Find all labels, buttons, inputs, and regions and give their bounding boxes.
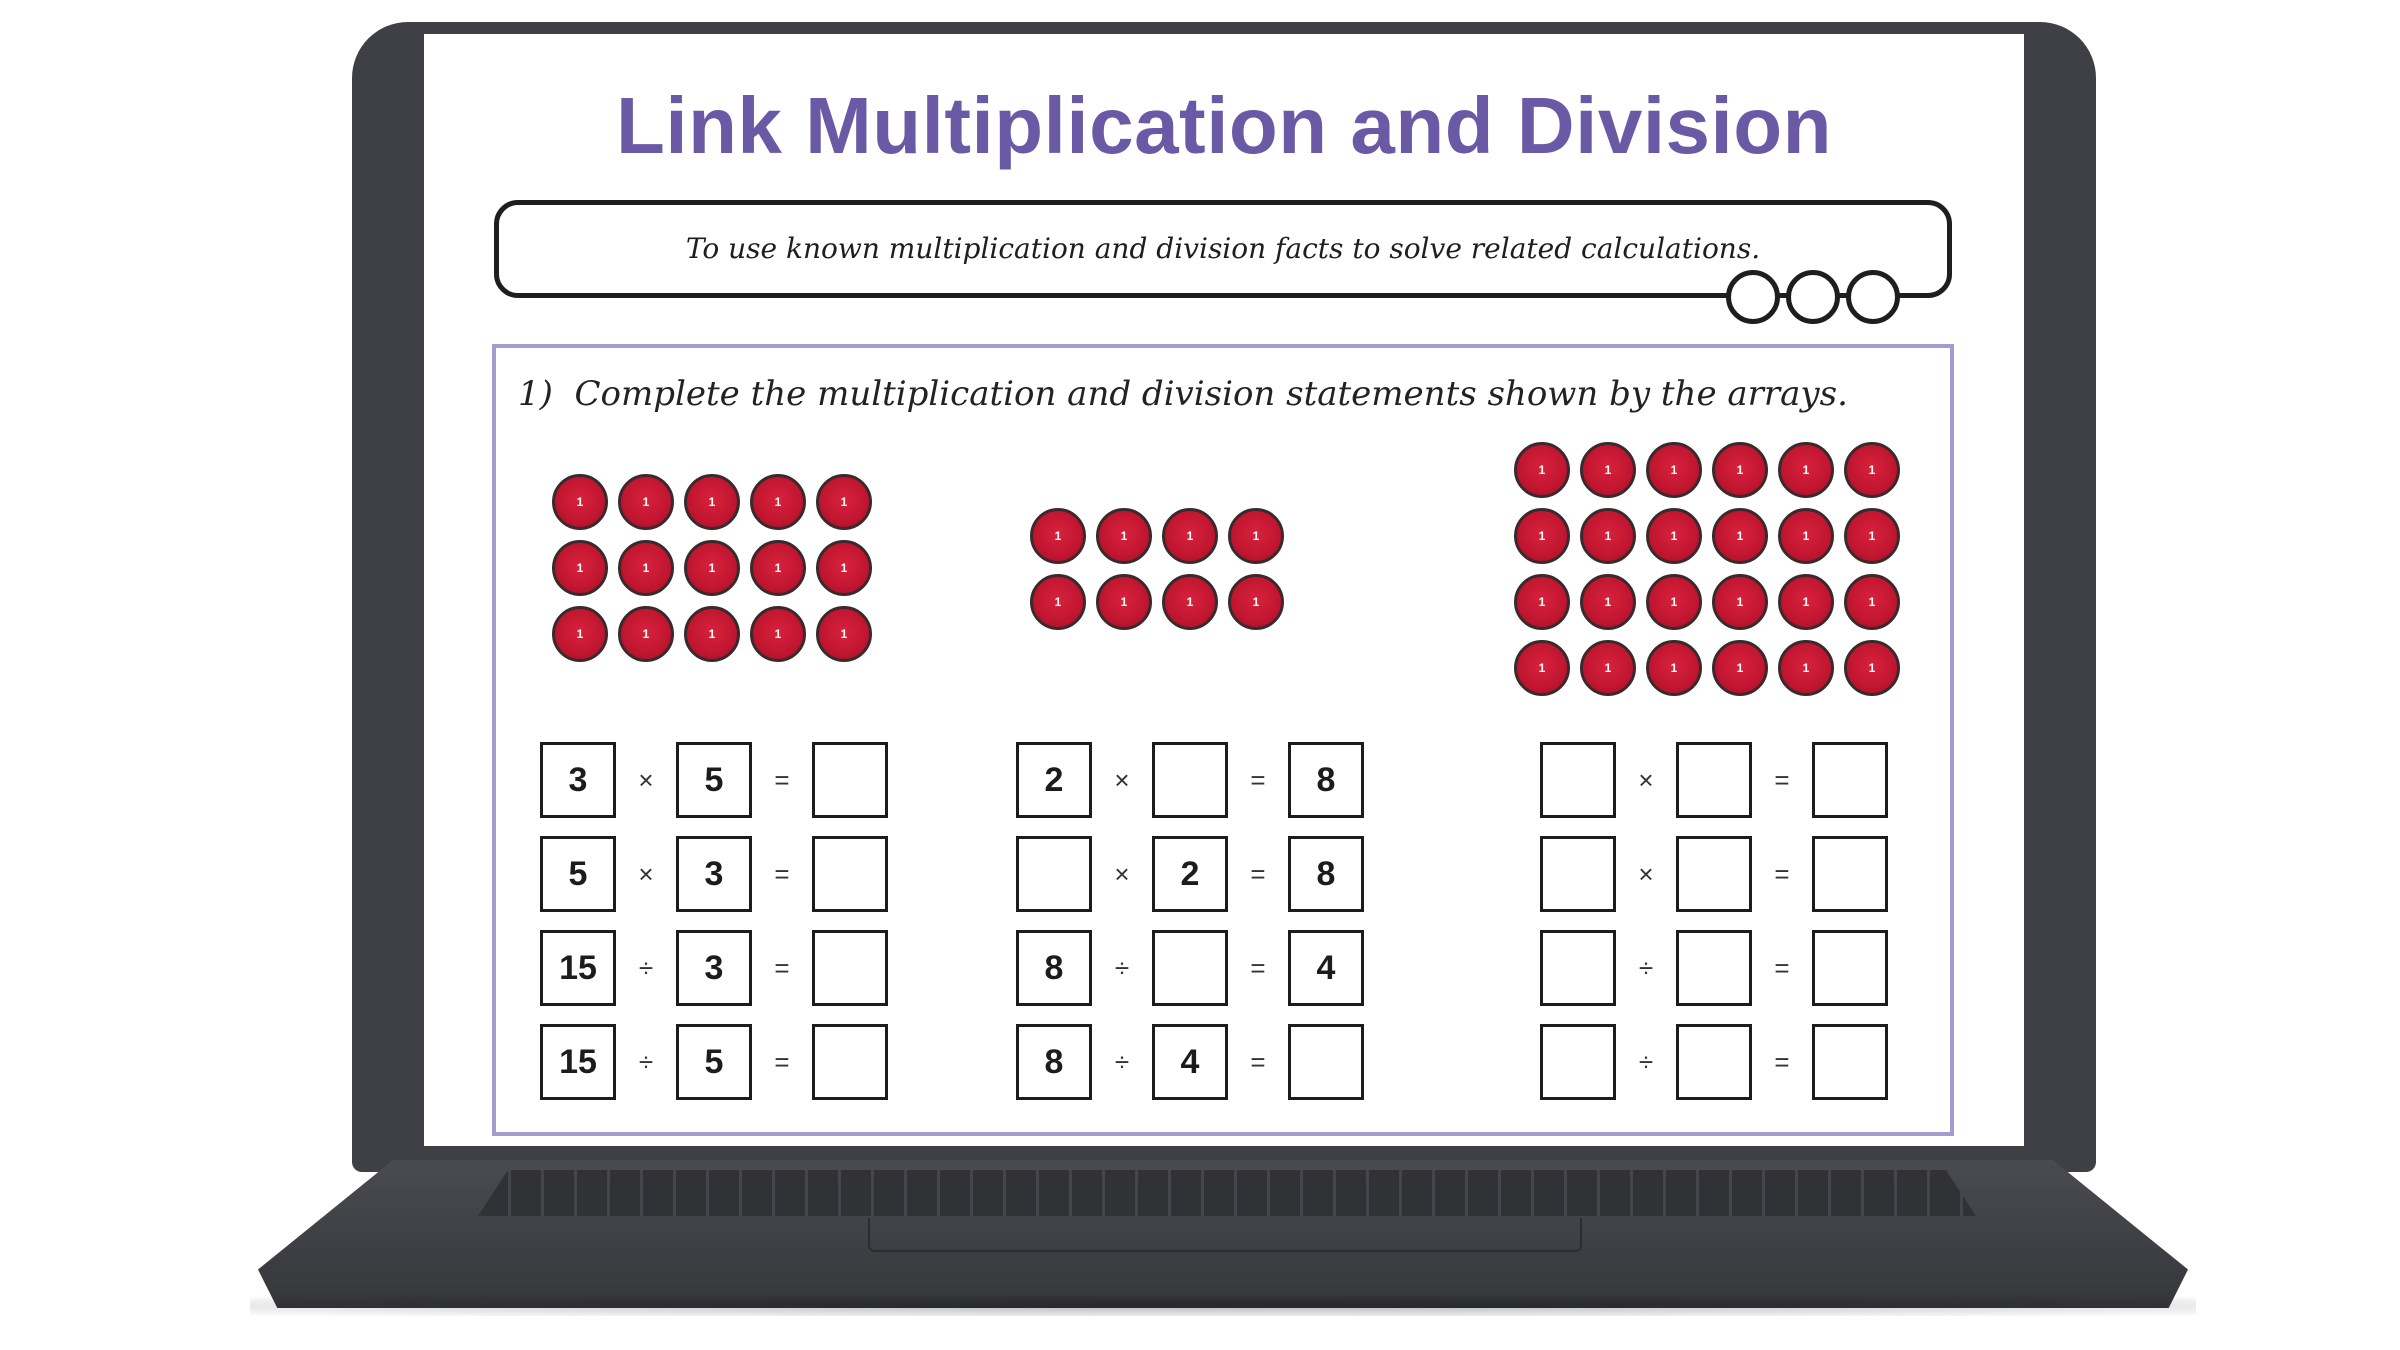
answer-box[interactable] bbox=[1812, 836, 1888, 912]
counter-icon: 1 bbox=[1580, 574, 1636, 630]
counter-icon: 1 bbox=[1646, 442, 1702, 498]
counter-icon: 1 bbox=[618, 474, 674, 530]
equals-sign: = bbox=[774, 858, 790, 889]
counter-icon: 1 bbox=[1096, 508, 1152, 564]
answer-box[interactable] bbox=[812, 1024, 888, 1100]
answer-box[interactable]: 2 bbox=[1016, 742, 1092, 818]
equals-sign: = bbox=[1774, 764, 1790, 795]
laptop-keyboard bbox=[478, 1170, 1976, 1216]
counter-icon: 1 bbox=[552, 606, 608, 662]
answer-box[interactable] bbox=[1540, 930, 1616, 1006]
answer-box[interactable] bbox=[1812, 742, 1888, 818]
answer-box[interactable]: 15 bbox=[540, 930, 616, 1006]
fact-row bbox=[540, 836, 888, 912]
answer-box[interactable] bbox=[1540, 742, 1616, 818]
answer-box[interactable]: 15 bbox=[540, 1024, 616, 1100]
counter-icon: 1 bbox=[816, 606, 872, 662]
answer-box[interactable]: 5 bbox=[676, 742, 752, 818]
counter-icon: 1 bbox=[1646, 574, 1702, 630]
laptop-screen bbox=[424, 34, 2024, 1146]
worksheet-title: Link Multiplication and Division bbox=[615, 81, 1833, 170]
counter-icon: 1 bbox=[1162, 574, 1218, 630]
answer-box[interactable]: 4 bbox=[1288, 930, 1364, 1006]
answer-box[interactable] bbox=[812, 930, 888, 1006]
counter-icon: 1 bbox=[1580, 442, 1636, 498]
fact-row bbox=[1016, 1024, 1364, 1100]
answer-box[interactable] bbox=[1288, 1024, 1364, 1100]
equals-sign: = bbox=[1250, 1046, 1266, 1077]
answer-box[interactable] bbox=[1676, 1024, 1752, 1100]
counter-icon: 1 bbox=[618, 606, 674, 662]
counter-icon: 1 bbox=[1778, 574, 1834, 630]
counter-icon: 1 bbox=[1514, 442, 1570, 498]
counter-icon: 1 bbox=[1514, 574, 1570, 630]
operator-sign: ÷ bbox=[1638, 1046, 1654, 1077]
counter-icon: 1 bbox=[1712, 574, 1768, 630]
counter-array-4x6 bbox=[1514, 442, 1900, 696]
counter-array-3x5 bbox=[552, 474, 872, 662]
equals-sign: = bbox=[774, 764, 790, 795]
counter-icon: 1 bbox=[1228, 574, 1284, 630]
counter-icon: 1 bbox=[618, 540, 674, 596]
counter-icon: 1 bbox=[684, 606, 740, 662]
counter-icon: 1 bbox=[816, 540, 872, 596]
counter-icon: 1 bbox=[1646, 508, 1702, 564]
fact-family-2 bbox=[1016, 742, 1364, 1100]
answer-box[interactable] bbox=[1016, 836, 1092, 912]
answer-box[interactable]: 3 bbox=[676, 836, 752, 912]
counter-icon: 1 bbox=[816, 474, 872, 530]
answer-box[interactable] bbox=[1676, 742, 1752, 818]
counter-icon: 1 bbox=[552, 540, 608, 596]
counter-icon: 1 bbox=[1580, 640, 1636, 696]
fact-family-3 bbox=[1540, 742, 1888, 1100]
answer-box[interactable]: 2 bbox=[1152, 836, 1228, 912]
counter-icon: 1 bbox=[750, 474, 806, 530]
equals-sign: = bbox=[1774, 858, 1790, 889]
equals-sign: = bbox=[774, 1046, 790, 1077]
equals-sign: = bbox=[1774, 1046, 1790, 1077]
answer-box[interactable] bbox=[1812, 930, 1888, 1006]
counter-icon: 1 bbox=[1844, 640, 1900, 696]
answer-box[interactable]: 8 bbox=[1016, 1024, 1092, 1100]
answer-box[interactable] bbox=[1152, 742, 1228, 818]
operator-sign: ÷ bbox=[1114, 1046, 1130, 1077]
counter-icon: 1 bbox=[750, 606, 806, 662]
counter-icon: 1 bbox=[1778, 508, 1834, 564]
operator-sign: × bbox=[1638, 764, 1654, 795]
operator-sign: ÷ bbox=[638, 1046, 654, 1077]
counter-icon: 1 bbox=[750, 540, 806, 596]
operator-sign: × bbox=[1114, 764, 1130, 795]
counter-icon: 1 bbox=[1162, 508, 1218, 564]
equals-sign: = bbox=[1250, 764, 1266, 795]
answer-box[interactable] bbox=[1152, 930, 1228, 1006]
counter-icon: 1 bbox=[552, 474, 608, 530]
counter-array-2x4 bbox=[1030, 508, 1284, 630]
fact-row bbox=[1540, 836, 1888, 912]
counter-icon: 1 bbox=[1778, 640, 1834, 696]
operator-sign: ÷ bbox=[638, 952, 654, 983]
answer-box[interactable]: 8 bbox=[1288, 836, 1364, 912]
counter-icon: 1 bbox=[1228, 508, 1284, 564]
counter-icon: 1 bbox=[1096, 574, 1152, 630]
answer-box[interactable]: 3 bbox=[676, 930, 752, 1006]
equals-sign: = bbox=[1250, 858, 1266, 889]
assessment-ring-icon[interactable] bbox=[1846, 270, 1900, 324]
question-frame bbox=[492, 344, 1954, 1136]
fact-row bbox=[540, 1024, 888, 1100]
operator-sign: × bbox=[1114, 858, 1130, 889]
laptop-shadow bbox=[250, 1296, 2196, 1316]
fact-row bbox=[1016, 742, 1364, 818]
equals-sign: = bbox=[1774, 952, 1790, 983]
counter-icon: 1 bbox=[1514, 640, 1570, 696]
answer-box[interactable]: 8 bbox=[1288, 742, 1364, 818]
answer-box[interactable]: 3 bbox=[540, 742, 616, 818]
answer-box[interactable]: 5 bbox=[676, 1024, 752, 1100]
answer-box[interactable] bbox=[1812, 1024, 1888, 1100]
counter-icon: 1 bbox=[1514, 508, 1570, 564]
counter-icon: 1 bbox=[684, 474, 740, 530]
objective-text: To use known multiplication and division facts to solve related calculations. bbox=[685, 232, 1761, 265]
operator-sign: × bbox=[638, 858, 654, 889]
fact-row bbox=[1540, 742, 1888, 818]
answer-box[interactable] bbox=[812, 836, 888, 912]
counter-icon: 1 bbox=[1646, 640, 1702, 696]
assessment-ring-icon[interactable] bbox=[1786, 270, 1840, 324]
answer-box[interactable] bbox=[1540, 1024, 1616, 1100]
operator-sign: × bbox=[1638, 858, 1654, 889]
counter-icon: 1 bbox=[684, 540, 740, 596]
operator-sign: ÷ bbox=[1638, 952, 1654, 983]
laptop-trackpad bbox=[868, 1218, 1582, 1252]
fact-row bbox=[540, 930, 888, 1006]
counter-icon: 1 bbox=[1712, 508, 1768, 564]
question-number: 1) bbox=[518, 374, 553, 414]
operator-sign: ÷ bbox=[1114, 952, 1130, 983]
counter-icon: 1 bbox=[1778, 442, 1834, 498]
assessment-ring-icon[interactable] bbox=[1726, 270, 1780, 324]
answer-box[interactable]: 5 bbox=[540, 836, 616, 912]
counter-icon: 1 bbox=[1580, 508, 1636, 564]
counter-icon: 1 bbox=[1712, 640, 1768, 696]
answer-box[interactable] bbox=[1540, 836, 1616, 912]
equals-sign: = bbox=[1250, 952, 1266, 983]
answer-box[interactable] bbox=[1676, 930, 1752, 1006]
answer-box[interactable]: 8 bbox=[1016, 930, 1092, 1006]
question-prompt bbox=[518, 374, 1848, 414]
counter-icon: 1 bbox=[1030, 574, 1086, 630]
operator-sign: × bbox=[638, 764, 654, 795]
equals-sign: = bbox=[774, 952, 790, 983]
answer-box[interactable] bbox=[1676, 836, 1752, 912]
fact-row bbox=[1540, 1024, 1888, 1100]
question-text: Complete the multiplication and division statements shown by the arrays. bbox=[574, 374, 1848, 414]
assessment-rings bbox=[1726, 270, 1926, 328]
counter-icon: 1 bbox=[1844, 574, 1900, 630]
answer-box[interactable] bbox=[812, 742, 888, 818]
fact-row bbox=[1540, 930, 1888, 1006]
fact-family-1 bbox=[540, 742, 888, 1100]
counter-icon: 1 bbox=[1712, 442, 1768, 498]
counter-icon: 1 bbox=[1844, 508, 1900, 564]
counter-icon: 1 bbox=[1844, 442, 1900, 498]
fact-row bbox=[1016, 836, 1364, 912]
answer-box[interactable]: 4 bbox=[1152, 1024, 1228, 1100]
fact-row bbox=[540, 742, 888, 818]
counter-icon: 1 bbox=[1030, 508, 1086, 564]
fact-row bbox=[1016, 930, 1364, 1006]
